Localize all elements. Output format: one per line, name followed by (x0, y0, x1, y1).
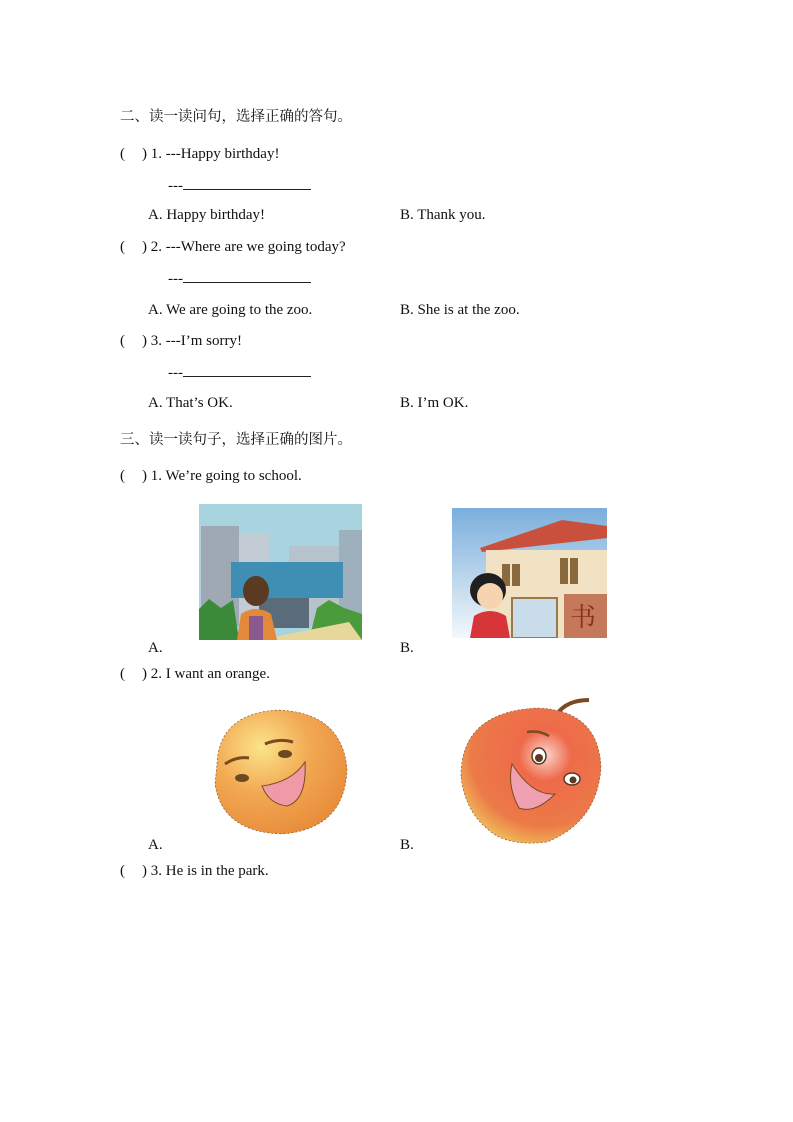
answer-paren-close: ) (142, 863, 147, 879)
apple-picture[interactable] (457, 696, 603, 846)
answer-paren-open[interactable]: ( (120, 333, 125, 349)
question-text: ---Where are we going today? (165, 239, 346, 255)
question-number: 3. (150, 863, 162, 879)
orange-picture[interactable] (207, 704, 350, 837)
school-building-picture[interactable] (199, 504, 362, 640)
answer-paren-close: ) (142, 333, 147, 349)
answer-paren-open[interactable]: ( (120, 666, 125, 682)
s2-answer-line-2 (168, 270, 311, 288)
section-3-heading: 三、读一读句子，选择正确的图片。 (120, 432, 352, 448)
s2-q2-option-a: A. We are going to the zoo. (148, 302, 313, 318)
answer-paren-close: ) (142, 146, 147, 162)
s2-question-3 (120, 332, 242, 350)
answer-prefix: --- (168, 271, 183, 287)
answer-blank[interactable] (183, 364, 311, 377)
s3-q2-label-b: B. (400, 837, 414, 853)
answer-blank[interactable] (183, 177, 311, 190)
s3-q2-label-a: A. (148, 837, 163, 853)
section-2-heading: 二、读一读问句，选择正确的答句。 (120, 109, 352, 125)
s2-question-1 (120, 145, 279, 163)
question-number: 1. (150, 468, 162, 484)
question-text: ---Happy birthday! (165, 146, 280, 162)
answer-paren-open[interactable]: ( (120, 468, 125, 484)
answer-paren-close: ) (142, 239, 147, 255)
answer-paren-close: ) (142, 666, 147, 682)
answer-prefix: --- (168, 178, 183, 194)
answer-paren-close: ) (142, 468, 147, 484)
question-number: 2. (150, 666, 162, 682)
question-text: He is in the park. (165, 863, 269, 879)
s2-q2-option-b: B. She is at the zoo. (400, 302, 520, 318)
s3-q1-label-a: A. (148, 640, 163, 656)
question-number: 2. (150, 239, 162, 255)
question-text: I want an orange. (165, 666, 270, 682)
s2-answer-line-1 (168, 177, 311, 195)
s3-question-2 (120, 665, 270, 683)
s2-question-2 (120, 238, 346, 256)
s2-answer-line-3 (168, 364, 311, 382)
answer-prefix: --- (168, 365, 183, 381)
s3-question-1 (120, 467, 302, 485)
answer-paren-open[interactable]: ( (120, 146, 125, 162)
s3-q1-label-b: B. (400, 640, 414, 656)
svg-text:书: 书 (570, 603, 597, 633)
answer-paren-open[interactable]: ( (120, 863, 125, 879)
question-number: 1. (150, 146, 162, 162)
question-text: ---I’m sorry! (165, 333, 242, 349)
s3-question-3 (120, 862, 269, 880)
s2-q1-option-a: A. Happy birthday! (148, 207, 266, 223)
question-number: 3. (150, 333, 162, 349)
answer-blank[interactable] (183, 270, 311, 283)
s2-q1-option-b: B. Thank you. (400, 207, 486, 223)
bookstore-picture[interactable] (452, 508, 607, 638)
s2-q3-option-a: A. That’s OK. (148, 395, 233, 411)
answer-paren-open[interactable]: ( (120, 239, 125, 255)
s2-q3-option-b: B. I’m OK. (400, 395, 469, 411)
question-text: We’re going to school. (165, 468, 302, 484)
